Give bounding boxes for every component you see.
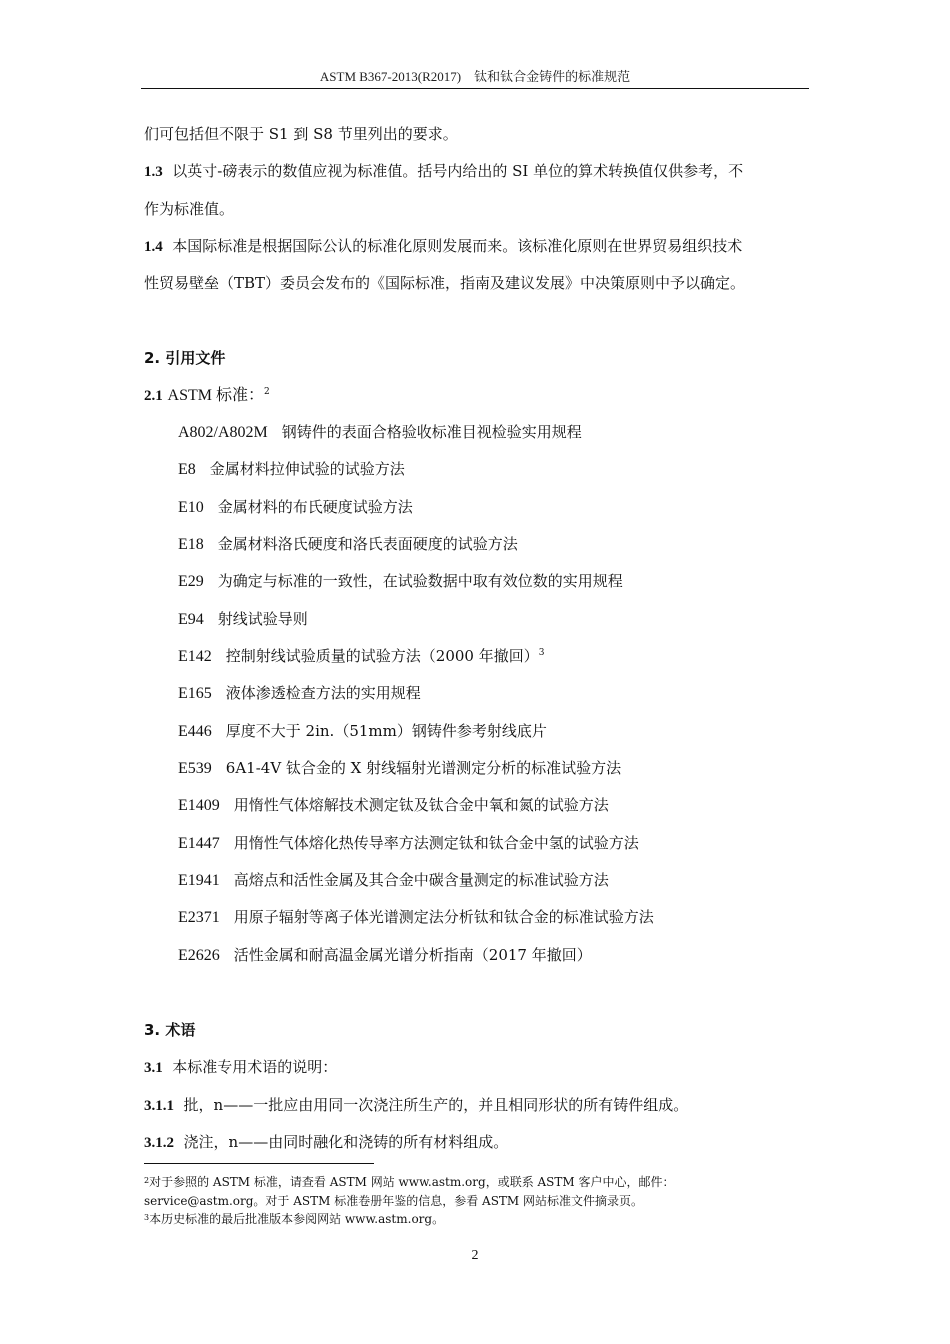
clause-text: 以英寸-磅表示的数值应视为标准值。括号内给出的 SI 单位的算术转换值仅供参考，不 [172,162,744,180]
paragraph-1-4-line1 [144,236,742,257]
reference-title: 金属材料拉伸试验的试验方法 [209,460,405,478]
reference-code: E18 [178,536,204,553]
reference-title: 用惰性气体熔解技术测定钛及钛合金中氧和氮的试验方法 [233,796,609,814]
reference-code: E1447 [178,835,220,852]
reference-code: A802/A802M [178,424,268,441]
reference-item [178,907,654,928]
paragraph-1-4-line2: 性贸易壁垒（TBT）委员会发布的《国际标准，指南及建议发展》中决策原则中予以确定。 [144,274,746,292]
reference-item [178,721,547,742]
page-number: 2 [471,1248,479,1263]
reference-item [178,534,518,555]
reference-title: 钢铸件的表面合格验收标准目视检验实用规程 [281,423,582,441]
clause-3-1-2 [144,1132,508,1153]
reference-code: E539 [178,760,212,777]
footnote-rule [144,1163,374,1164]
clause-number: 3.1.1 [144,1098,174,1114]
reference-item [178,571,623,592]
footnote-ref: 2 [264,387,270,397]
paragraph-1-3-line1 [144,161,743,182]
clause-text: 本国际标准是根据国际公认的标准化原则发展而来。该标准化原则在世界贸易组织技术 [172,237,743,255]
section-heading-2: 2. 引用文件 [144,349,226,367]
reference-title: 射线试验导则 [217,610,308,628]
clause-number: 1.4 [144,239,163,255]
reference-title: 用惰性气体熔化热传导率方法测定钛和钛合金中氢的试验方法 [233,834,639,852]
clause-text: 浇注，n——由同时融化和浇铸的所有材料组成。 [183,1133,509,1151]
section-heading-3: 3. 术语 [144,1021,196,1039]
footnote-mark: 2 [144,1176,150,1185]
clause-number: 2.1 [144,388,163,404]
clause-number: 3.1.2 [144,1135,174,1151]
reference-item [178,870,609,891]
reference-title: 金属材料洛氏硬度和洛氏表面硬度的试验方法 [217,535,518,553]
reference-item [178,833,639,854]
reference-code: E1941 [178,872,220,889]
clause-text: 批，n——一批应由用同一次浇注所生产的，并且相同形状的所有铸件组成。 [183,1096,689,1114]
reference-item [178,609,308,630]
reference-title: 用原子辐射等离子体光谱测定法分析钛和钛合金的标准试验方法 [233,908,654,926]
clause-label: ASTM 标准： [167,387,264,404]
reference-code: E165 [178,685,212,702]
reference-code: E446 [178,723,212,740]
reference-item [178,497,413,518]
clause-3-1-1 [144,1095,688,1116]
footnote-2-line2: service@astm.org。对于 ASTM 标准卷册年鉴的信息，参看 ASTM 网站标准文件摘录页。 [144,1194,644,1208]
paragraph-1-3-line2: 作为标准值。 [144,200,235,218]
reference-item [178,795,609,816]
reference-title: 厚度不大于 2in.（51mm）钢铸件参考射线底片 [225,722,547,740]
reference-code: E2371 [178,909,220,926]
clause-number: 3.1 [144,1060,163,1076]
clause-number: 1.3 [144,164,163,180]
clause-2-1 [144,385,270,406]
reference-code: E10 [178,499,204,516]
clause-text: 本标准专用术语的说明： [172,1058,338,1076]
reference-code: E2626 [178,947,220,964]
header-rule [141,88,809,89]
footnote-ref: 3 [538,648,545,658]
footnote-3 [144,1211,444,1227]
running-header: ASTM B367-2013(R2017) 钛和钛合金铸件的标准规范 [319,69,631,84]
reference-title: 活性金属和耐高温金属光谱分析指南（2017 年撤回） [233,946,592,964]
reference-title: 6A1-4V 钛合金的 X 射线辐射光谱测定分析的标准试验方法 [225,759,622,777]
reference-title: 液体渗透检查方法的实用规程 [225,684,421,702]
reference-title: 金属材料的布氏硬度试验方法 [217,498,413,516]
reference-code: E8 [178,461,196,478]
clause-3-1 [144,1057,337,1078]
reference-code: E142 [178,648,212,665]
footnote-text: 对于参照的 ASTM 标准，请查看 ASTM 网站 www.astm.org，或联系 ASTM 客户中心，邮件： [149,1175,675,1189]
reference-item [178,422,582,443]
footnote-text: 本历史标准的最后批准版本参阅网站 www.astm.org。 [149,1212,445,1226]
reference-title: 控制射线试验质量的试验方法（2000 年撤回） [225,647,539,665]
reference-item [178,646,544,667]
reference-code: E1409 [178,797,220,814]
reference-code: E29 [178,573,204,590]
paragraph-continuation: 们可包括但不限于 S1 到 S8 节里列出的要求。 [144,125,458,143]
reference-item [178,683,421,704]
footnote-mark: 3 [144,1213,150,1222]
reference-item [178,945,592,966]
reference-code: E94 [178,611,204,628]
reference-item [178,459,405,480]
footnote-2-line1 [144,1174,675,1190]
reference-title: 高熔点和活性金属及其合金中碳含量测定的标准试验方法 [233,871,609,889]
reference-title: 为确定与标准的一致性，在试验数据中取有效位数的实用规程 [217,572,623,590]
reference-item [178,758,621,779]
